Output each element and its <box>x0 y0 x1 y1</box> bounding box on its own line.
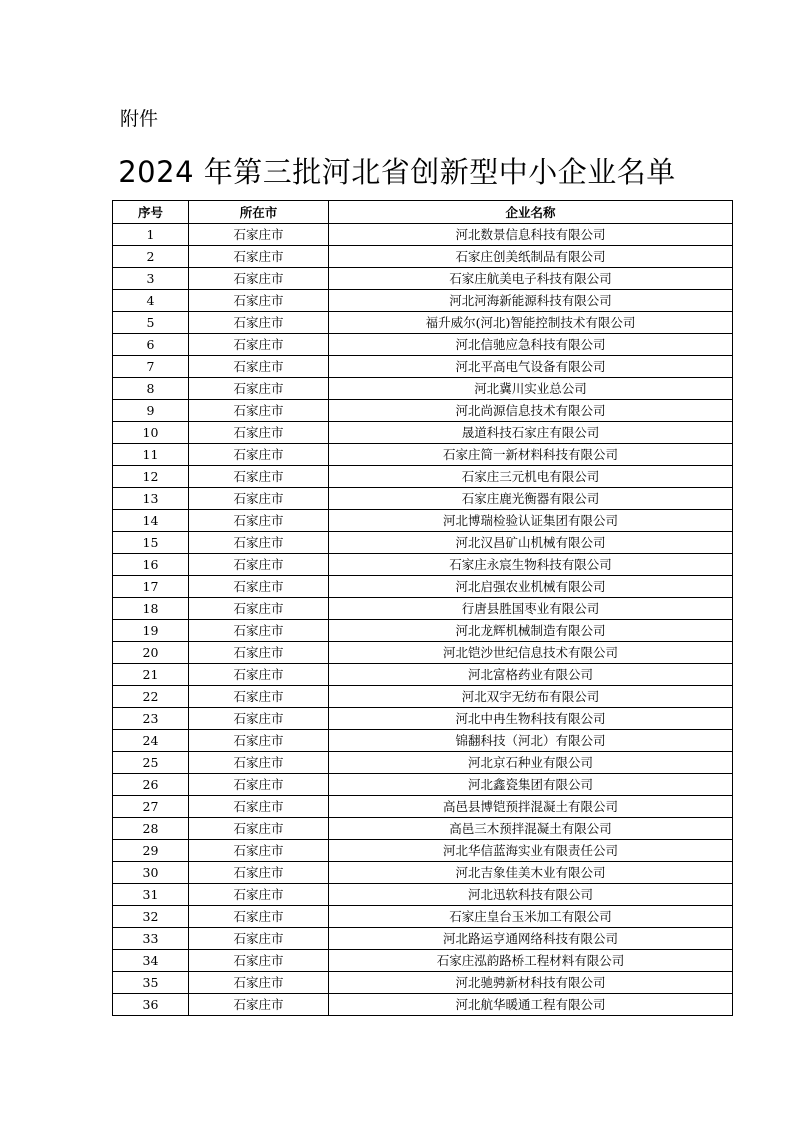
cell-city: 石家庄市 <box>189 774 329 796</box>
cell-city: 石家庄市 <box>189 972 329 994</box>
table-row <box>113 532 733 554</box>
cell-index: 18 <box>113 598 189 620</box>
cell-company-name: 石家庄创美纸制品有限公司 <box>329 246 733 268</box>
cell-city: 石家庄市 <box>189 598 329 620</box>
cell-index: 28 <box>113 818 189 840</box>
cell-company-name: 河北汉昌矿山机械有限公司 <box>329 532 733 554</box>
table-row <box>113 994 733 1016</box>
cell-company-name: 河北吉象佳美木业有限公司 <box>329 862 733 884</box>
cell-city: 石家庄市 <box>189 928 329 950</box>
cell-index: 35 <box>113 972 189 994</box>
cell-index: 36 <box>113 994 189 1016</box>
cell-city: 石家庄市 <box>189 554 329 576</box>
table-row <box>113 356 733 378</box>
cell-city: 石家庄市 <box>189 246 329 268</box>
cell-city: 石家庄市 <box>189 730 329 752</box>
table-row <box>113 444 733 466</box>
table-row <box>113 752 733 774</box>
cell-company-name: 高邑三木预拌混凝土有限公司 <box>329 818 733 840</box>
table-row <box>113 950 733 972</box>
table-row <box>113 224 733 246</box>
cell-index: 8 <box>113 378 189 400</box>
cell-index: 17 <box>113 576 189 598</box>
cell-index: 11 <box>113 444 189 466</box>
table-row <box>113 664 733 686</box>
cell-index: 27 <box>113 796 189 818</box>
cell-index: 20 <box>113 642 189 664</box>
cell-index: 23 <box>113 708 189 730</box>
table-row <box>113 906 733 928</box>
cell-index: 33 <box>113 928 189 950</box>
table-header-row <box>113 201 733 224</box>
cell-company-name: 河北平高电气设备有限公司 <box>329 356 733 378</box>
cell-company-name: 石家庄鹿光衡器有限公司 <box>329 488 733 510</box>
cell-index: 30 <box>113 862 189 884</box>
cell-city: 石家庄市 <box>189 444 329 466</box>
cell-city: 石家庄市 <box>189 620 329 642</box>
table-row <box>113 598 733 620</box>
cell-index: 9 <box>113 400 189 422</box>
table-row <box>113 818 733 840</box>
cell-company-name: 石家庄简一新材料科技有限公司 <box>329 444 733 466</box>
cell-city: 石家庄市 <box>189 422 329 444</box>
cell-company-name: 河北富格药业有限公司 <box>329 664 733 686</box>
cell-company-name: 石家庄三元机电有限公司 <box>329 466 733 488</box>
table-row <box>113 400 733 422</box>
cell-index: 22 <box>113 686 189 708</box>
cell-index: 5 <box>113 312 189 334</box>
cell-city: 石家庄市 <box>189 862 329 884</box>
cell-index: 15 <box>113 532 189 554</box>
cell-index: 21 <box>113 664 189 686</box>
table-row <box>113 290 733 312</box>
cell-index: 34 <box>113 950 189 972</box>
cell-city: 石家庄市 <box>189 510 329 532</box>
cell-index: 16 <box>113 554 189 576</box>
cell-company-name: 石家庄泓韵路桥工程材料有限公司 <box>329 950 733 972</box>
cell-company-name: 锦翻科技（河北）有限公司 <box>329 730 733 752</box>
table-row <box>113 554 733 576</box>
table-row <box>113 576 733 598</box>
cell-index: 25 <box>113 752 189 774</box>
header-company-name: 企业名称 <box>329 201 733 224</box>
cell-company-name: 河北冀川实业总公司 <box>329 378 733 400</box>
cell-company-name: 河北博瑞检验认证集团有限公司 <box>329 510 733 532</box>
cell-city: 石家庄市 <box>189 268 329 290</box>
cell-company-name: 石家庄永宸生物科技有限公司 <box>329 554 733 576</box>
table-row <box>113 510 733 532</box>
cell-index: 4 <box>113 290 189 312</box>
cell-index: 29 <box>113 840 189 862</box>
cell-city: 石家庄市 <box>189 796 329 818</box>
cell-index: 32 <box>113 906 189 928</box>
header-index: 序号 <box>113 201 189 224</box>
table-row <box>113 246 733 268</box>
cell-index: 31 <box>113 884 189 906</box>
cell-company-name: 河北驰骋新材科技有限公司 <box>329 972 733 994</box>
table-row <box>113 972 733 994</box>
cell-city: 石家庄市 <box>189 334 329 356</box>
cell-company-name: 河北数景信息科技有限公司 <box>329 224 733 246</box>
cell-city: 石家庄市 <box>189 752 329 774</box>
cell-index: 3 <box>113 268 189 290</box>
cell-city: 石家庄市 <box>189 950 329 972</box>
cell-company-name: 河北龙辉机械制造有限公司 <box>329 620 733 642</box>
cell-company-name: 晟道科技石家庄有限公司 <box>329 422 733 444</box>
cell-city: 石家庄市 <box>189 378 329 400</box>
cell-index: 14 <box>113 510 189 532</box>
table-row <box>113 378 733 400</box>
table-row <box>113 928 733 950</box>
cell-city: 石家庄市 <box>189 466 329 488</box>
cell-index: 6 <box>113 334 189 356</box>
cell-company-name: 河北航华暖通工程有限公司 <box>329 994 733 1016</box>
table-row <box>113 488 733 510</box>
cell-company-name: 河北双宇无纺布有限公司 <box>329 686 733 708</box>
cell-company-name: 河北启强农业机械有限公司 <box>329 576 733 598</box>
table-row <box>113 312 733 334</box>
cell-company-name: 高邑县博铠预拌混凝土有限公司 <box>329 796 733 818</box>
cell-city: 石家庄市 <box>189 532 329 554</box>
cell-company-name: 行唐县胜国枣业有限公司 <box>329 598 733 620</box>
table-row <box>113 884 733 906</box>
attachment-label: 附件 <box>120 108 159 130</box>
cell-city: 石家庄市 <box>189 290 329 312</box>
cell-city: 石家庄市 <box>189 400 329 422</box>
company-list-table <box>112 200 733 1016</box>
cell-city: 石家庄市 <box>189 312 329 334</box>
cell-city: 石家庄市 <box>189 840 329 862</box>
cell-city: 石家庄市 <box>189 686 329 708</box>
table-row <box>113 422 733 444</box>
cell-company-name: 河北河海新能源科技有限公司 <box>329 290 733 312</box>
table-row <box>113 686 733 708</box>
table-row <box>113 840 733 862</box>
cell-city: 石家庄市 <box>189 576 329 598</box>
cell-company-name: 石家庄航美电子科技有限公司 <box>329 268 733 290</box>
table-row <box>113 268 733 290</box>
cell-city: 石家庄市 <box>189 224 329 246</box>
cell-index: 10 <box>113 422 189 444</box>
cell-index: 7 <box>113 356 189 378</box>
table-body <box>113 224 733 1016</box>
table-row <box>113 642 733 664</box>
cell-company-name: 河北迅软科技有限公司 <box>329 884 733 906</box>
cell-company-name: 河北鑫瓷集团有限公司 <box>329 774 733 796</box>
cell-index: 12 <box>113 466 189 488</box>
cell-index: 2 <box>113 246 189 268</box>
cell-company-name: 河北信驰应急科技有限公司 <box>329 334 733 356</box>
header-city: 所在市 <box>189 201 329 224</box>
cell-city: 石家庄市 <box>189 994 329 1016</box>
cell-city: 石家庄市 <box>189 488 329 510</box>
cell-city: 石家庄市 <box>189 664 329 686</box>
cell-index: 19 <box>113 620 189 642</box>
cell-city: 石家庄市 <box>189 884 329 906</box>
cell-city: 石家庄市 <box>189 906 329 928</box>
table-row <box>113 774 733 796</box>
table-row <box>113 708 733 730</box>
table-row <box>113 730 733 752</box>
cell-city: 石家庄市 <box>189 642 329 664</box>
cell-company-name: 河北路运亨通网络科技有限公司 <box>329 928 733 950</box>
page-title: 2024 年第三批河北省创新型中小企业名单 <box>118 155 676 189</box>
cell-company-name: 河北华信蓝海实业有限责任公司 <box>329 840 733 862</box>
table-row <box>113 796 733 818</box>
table-row <box>113 620 733 642</box>
cell-city: 石家庄市 <box>189 818 329 840</box>
cell-company-name: 河北尚源信息技术有限公司 <box>329 400 733 422</box>
table-row <box>113 466 733 488</box>
cell-city: 石家庄市 <box>189 708 329 730</box>
table-row <box>113 334 733 356</box>
cell-index: 26 <box>113 774 189 796</box>
cell-company-name: 河北京石种业有限公司 <box>329 752 733 774</box>
cell-index: 1 <box>113 224 189 246</box>
cell-index: 13 <box>113 488 189 510</box>
cell-company-name: 石家庄皇台玉米加工有限公司 <box>329 906 733 928</box>
cell-company-name: 河北中冉生物科技有限公司 <box>329 708 733 730</box>
table-row <box>113 862 733 884</box>
cell-company-name: 河北铠沙世纪信息技术有限公司 <box>329 642 733 664</box>
cell-index: 24 <box>113 730 189 752</box>
cell-city: 石家庄市 <box>189 356 329 378</box>
cell-company-name: 福升威尔(河北)智能控制技术有限公司 <box>329 312 733 334</box>
